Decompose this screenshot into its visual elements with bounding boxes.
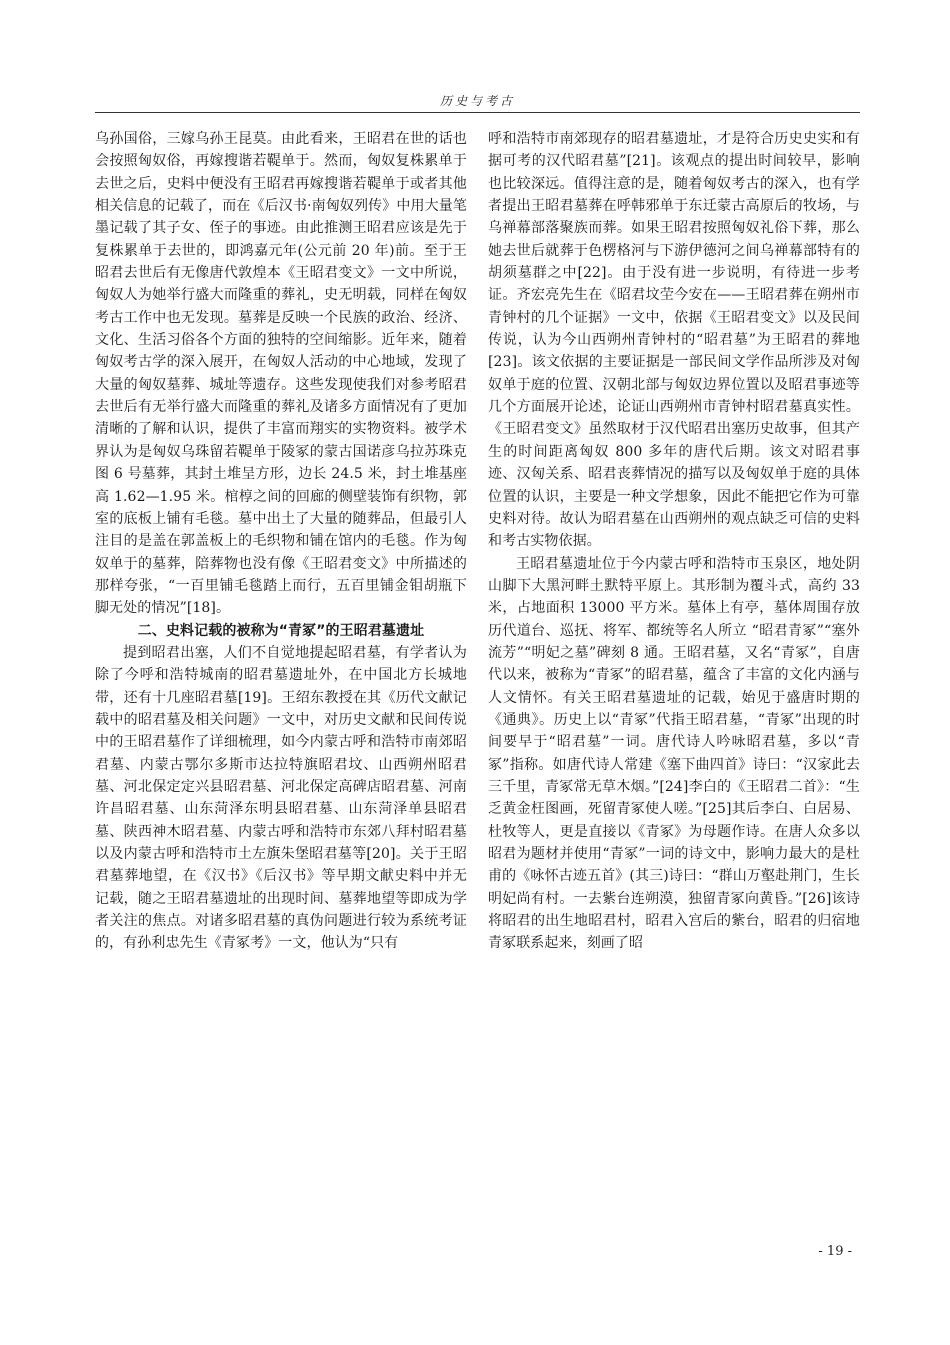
running-header: 历史与考古 [439, 94, 515, 108]
right-column [488, 128, 860, 955]
right-paragraph-1: 呼和浩特市南郊现存的昭君墓遗址，才是符合历史史实和有据可考的汉代昭君墓”[21]。该观点的提出时间较早，影响也比较深远。值得注意的是，随着匈奴考古的深入，也有学者提出王昭君墓葬在呼韩邪单于东迁蒙古高原后的牧场，与乌禅幕部落聚族而葬。如果王昭君按照匈奴礼俗下葬，那么她去世后就葬于色楞格河与下游伊德河之间乌禅幕部特有的胡须墓群之中[22]。由于没有进一步说明，有待进一步考证。齐宏亮先生在《昭君坟茔今安在——王昭君葬在朔州市青钟村的几个证据》一文中，依据《王昭君变文》以及民间传说，认为今山西朔州青钟村的“昭君墓”为王昭君的葬地[23]。该文依据的主要证据是一部民间文学作品所涉及对匈奴单于庭的位置、汉朝北部与匈奴边界位置以及昭君事迹等几个方面展开论述，论证山西朔州市青钟村昭君墓真实性。《王昭君变文》虽然取材于汉代昭君出塞历史故事，但其产生的时间距离匈奴 800 多年的唐代后期。该文对昭君事迹、汉匈关系、昭君丧葬情况的描写以及匈奴单于庭的具体位置的认识，主要是一种文学想象，因此不能把它作为可靠史料对待。故认为昭君墓在山西朔州的观点缺乏可信的史料和考古实物依据。 [488, 131, 860, 550]
left-column [95, 128, 467, 955]
left-paragraph-1: 乌孙国俗，三嫁乌孙王昆莫。由此看来，王昭君在世的话也会按照匈奴俗，再嫁搜谐若鞮单于。然而，匈奴复株累单于去世之后，史料中便没有王昭君再嫁搜谐若鞮单于或者其他相关信息的记载了，而在《后汉书·南匈奴列传》中用大量笔墨记载了其子女、侄子的事迹。由此推测王昭君应该是先于复株累单于去世的，即鸿嘉元年(公元前 20 年)前。至于王昭君去世后有无像唐代敦煌本《王昭君变文》一文中所说，匈奴人为她举行盛大而隆重的葬礼，史无明载，同样在匈奴考古工作中也无发现。墓葬是反映一个民族的政治、经济、文化、生活习俗各个方面的独特的空间缩影。近年来，随着匈奴考古学的深入展开，在匈奴人活动的中心地域，发现了大量的匈奴墓葬、城址等遗存。这些发现使我们对参考昭君去世后有无举行盛大而隆重的葬礼及诸多方面情况有了更加清晰的了解和认识，提供了丰富而翔实的实物资料。被学术界认为是匈奴乌珠留若鞮单于陵冢的蒙古国诺彦乌拉苏珠克图 6 号墓葬，其封土堆呈方形，边长 24.5 米，封土堆基座高 1.62—1.95 米。棺椁之间的回廊的侧壁装饰有织物，郭室的底板上铺有毛毯。墓中出土了大量的随葬品，但最引人注目的是盖在郭盖板上的毛织物和铺在馆内的毛毯。作为匈奴单于的墓葬，陪葬物也没有像《王昭君变文》中所描述的那样夸张，“一百里铺毛毯踏上而行，五百里铺金钼胡瓶下脚无处的情况”[18]。 [95, 131, 467, 617]
section-heading: 二、史料记载的被称为“青冢”的王昭君墓遗址 [137, 622, 425, 639]
page-number: - 19 - [818, 1244, 852, 1259]
left-paragraph-2: 提到昭君出塞，人们不自觉地提起昭君墓，有学者认为除了今呼和浩特城南的昭君墓遗址外，在中国北方长城地带，还有十几座昭君墓[19]。王绍东教授在其《历代文献记载中的昭君墓及相关问题》一文中，对历史文献和民间传说中的王昭君墓作了详细梳理，如今内蒙古呼和浩特市南郊昭君墓、内蒙古鄂尔多斯市达拉特旗昭君坟、山西朔州昭君墓、河北保定定兴县昭君墓、河北保定高碑店昭君墓、河南许昌昭君墓、山东菏泽东明县昭君墓、山东菏泽单县昭君墓、陕西神木昭君墓、内蒙古呼和浩特市东郊八拜村昭君墓以及内蒙古呼和浩特市土左旗朱堡昭君墓等[20]。关于王昭君墓葬地望，在《汉书》《后汉书》等早期文献史料中并无记载，随之王昭君墓遗址的出现时间、墓葬地望等即成为学者关注的焦点。对诸多昭君墓的真伪问题进行较为系统考证的，有孙利忠先生《青冢考》一文，他认为“只有 [95, 644, 467, 952]
header-rule [95, 112, 860, 113]
right-paragraph-2: 王昭君墓遗址位于今内蒙古呼和浩特市玉泉区，地处阴山脚下大黑河畔土默特平原上。其形制为覆斗式，高约 33 米，占地面积 13000 平方米。墓体上有亭，墓体周围存放历代道台、巡抚、将军、都统等名人所立 “昭君青冢”“塞外流芳”“明妃之墓”碑刻 8 通。王昭君墓，又名“青冢”，自唐代以来，被称为“青冢”的昭君墓，蕴含了丰富的文化内涵与人文情怀。有关王昭君墓遗址的记载，始见于盛唐时期的《通典》。历史上以“青冢”代指王昭君墓，“青冢”出现的时间要早于“昭君墓”一词。唐代诗人吟咏昭君墓，多以“青冢”指称。如唐代诗人常建《塞下曲四首》诗曰：“汉家此去三千里，青冢常无草木烟。”[24]李白的《王昭君二首》：“生乏黄金枉图画，死留青冢使人嗟。”[25]其后李白、白居易、杜牧等人，更是直接以《青冢》为母题作诗。在唐人众多以昭君为题材并使用“青冢”一词的诗文中，影响力最大的是杜甫的《咏怀古迹五首》(其三)诗曰：“群山万壑赴荆门，生长明妃尚有村。一去紫台连朔漠，独留青冢向黄昏。”[26]该诗将昭君的出生地昭君村，昭君入宫后的紫台，昭君的归宿地青冢联系起来，刻画了昭 [488, 555, 860, 952]
